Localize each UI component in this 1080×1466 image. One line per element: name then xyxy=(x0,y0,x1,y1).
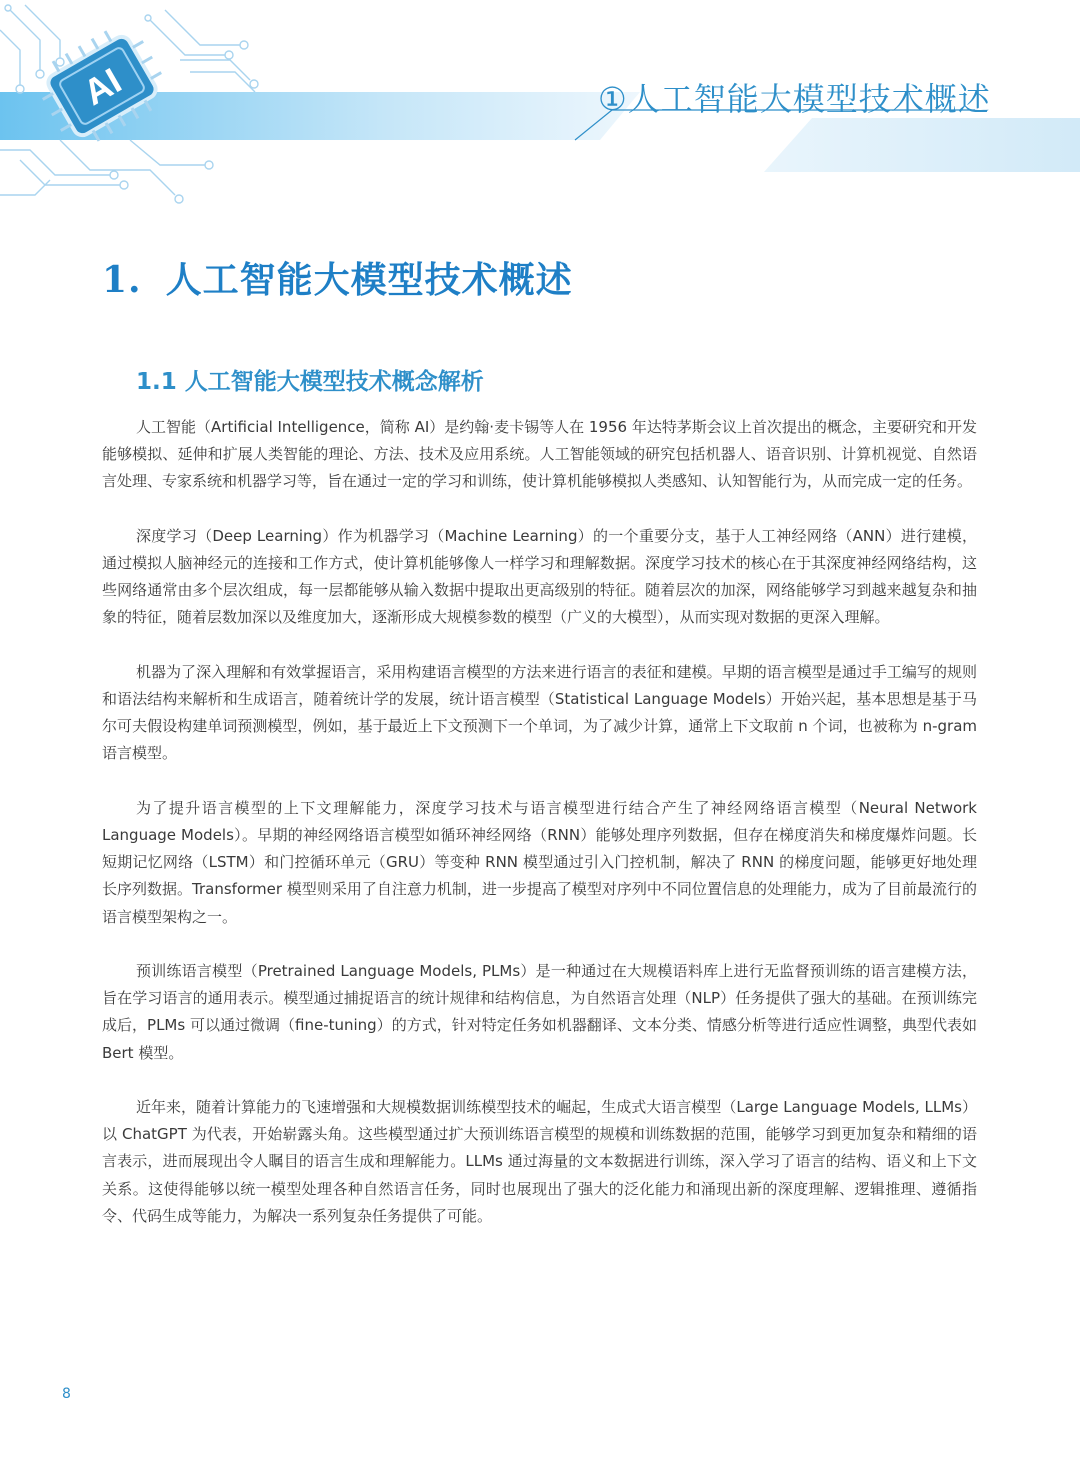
subsection-heading: 1.1 人工智能大模型技术概念解析 xyxy=(136,369,484,395)
section-number: 1. xyxy=(102,259,142,301)
ai-chip-label: AI xyxy=(76,59,129,114)
section-title: 人工智能大模型技术概述 xyxy=(165,259,573,301)
header-right-panel xyxy=(764,118,1080,172)
page-number: 8 xyxy=(62,1386,71,1402)
header-chapter-label: ①人工智能大模型技术概述 xyxy=(598,80,991,118)
paragraph: 为了提升语言模型的上下文理解能力，深度学习技术与语言模型进行结合产生了神经网络语言模型（Neural Network Language Models）。早期的神经网络语言模型如循环神经网络（RNN）能够处理序列数据，但存在梯度消失和梯度爆炸问题。长短期记忆网络（LSTM）和门控循环单元（GRU）等变种 RNN 模型通过引入门控机制，解决了 RNN 的梯度问题，能够更好地处理长序列数据。Transformer 模型则采用了自注意力机制，进一步提高了模型对序列中不同位置信息的处理能力，成为了目前最流行的语言模型架构之一。 xyxy=(102,798,977,926)
paragraph: 深度学习（Deep Learning）作为机器学习（Machine Learning）的一个重要分支，基于人工神经网络（ANN）进行建模，通过模拟人脑神经元的连接和工作方式，使计算机能够像人一样学习和理解数据。深度学习技术的核心在于其深度神经网络结构，这些网络通常由多个层次组成，每一层都能够从输入数据中提取出更高级别的特征。随着层次的加深，网络能够学习到越来越复杂和抽象的特征，随着层数加深以及维度加大，逐渐形成大规模参数的模型（广义的大模型），从而实现对数据的更深入理解。 xyxy=(102,526,977,627)
paragraph: 预训练语言模型（Pretrained Language Models, PLMs）是一种通过在大规模语料库上进行无监督预训练的语言建模方法，旨在学习语言的通用表示。模型通过捕捉语言的统计规律和结构信息，为自然语言处理（NLP）任务提供了强大的基础。在预训练完成后，PLMs 可以通过微调（fine-tuning）的方式，针对特定任务如机器翻译、文本分类、情感分析等进行适应性调整，典型代表如 Bert 模型。 xyxy=(102,962,977,1062)
body-text xyxy=(102,414,977,1257)
section-heading xyxy=(102,252,573,303)
paragraph: 人工智能（Artificial Intelligence，简称 AI）是约翰·麦卡锡等人在 1956 年达特茅斯会议上首次提出的概念，主要研究和开发能够模拟、延伸和扩展人类智能的理论、方法、技术及应用系统。人工智能领域的研究包括机器人、语音识别、计算机视觉、自然语言处理、专家系统和机器学习等，旨在通过一定的学习和训练，使计算机能够模拟人类感知、认知智能行为，从而完成一定的任务。 xyxy=(102,418,977,491)
paragraph: 机器为了深入理解和有效掌握语言，采用构建语言模型的方法来进行语言的表征和建模。早期的语言模型是通过手工编写的规则和语法结构来解析和生成语言，随着统计学的发展，统计语言模型（Statistical Language Models）开始兴起，基本思想是基于马尔可夫假设构建单词预测模型，例如，基于最近上下文预测下一个单词，为了减少计算，通常上下文取前 n 个词，也被称为 n-gram 语言模型。 xyxy=(102,662,977,763)
paragraph: 近年来，随着计算能力的飞速增强和大规模数据训练模型技术的崛起，生成式大语言模型（Large Language Models, LLMs）以 ChatGPT 为代表，开始崭露头角。这些模型通过扩大预训练语言模型的规模和训练数据的范围，能够学习到更加复杂和精细的语言表示，进而展现出令人瞩目的语言生成和理解能力。LLMs 通过海量的文本数据进行训练，深入学习了语言的结构、语义和上下文关系。这使得能够以统一模型处理各种自然语言任务，同时也展现出了强大的泛化能力和涌现出新的深度理解、逻辑推理、遵循指令、代码生成等能力，为解决一系列复杂任务提供了可能。 xyxy=(102,1098,977,1225)
